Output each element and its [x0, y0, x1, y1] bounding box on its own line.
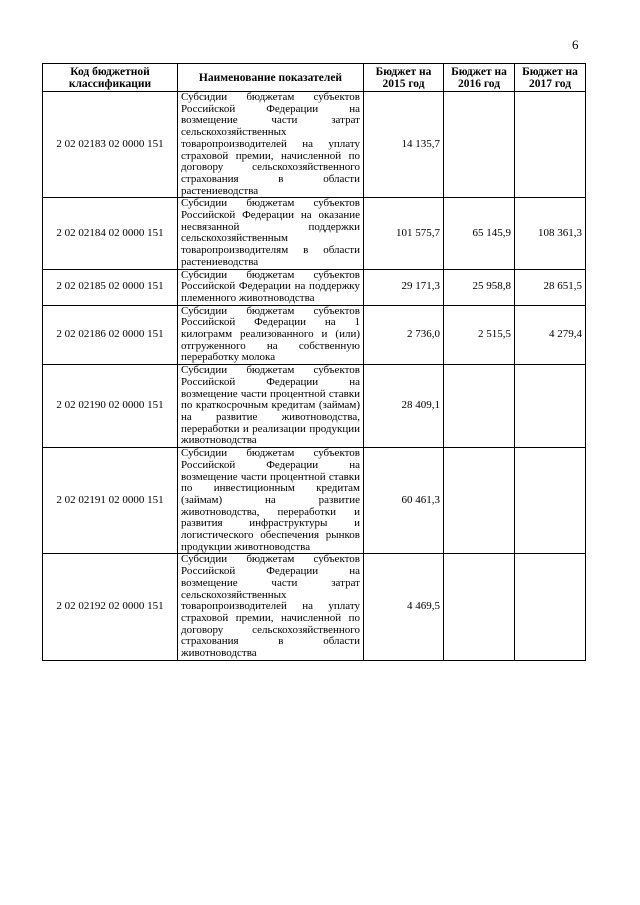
indicator-name-cell: Субсидии бюджетам субъектов Российской Федерации на поддержку племенного животноводства [178, 269, 364, 305]
table-row [43, 448, 586, 554]
header-name: Наименование показателей [178, 64, 364, 92]
indicator-name-cell: Субсидии бюджетам субъектов Российской Федерации на 1 килограмм реализованного и (или) отгруженного на собственную переработку молока [178, 305, 364, 365]
budget-2016-cell: 65 145,9 [444, 198, 515, 269]
table-row [43, 305, 586, 365]
header-budget-2017: Бюджет на 2017 год [515, 64, 586, 92]
budget-2015-cell: 28 409,1 [364, 365, 444, 448]
table-row [43, 554, 586, 660]
indicator-name-cell: Субсидии бюджетам субъектов Российской Федерации на возмещение части процентной ставки по инвестиционным кредитам (займам) на развитие животноводства, переработки и развития инфраструктуры и логистического обеспечения рынков продукции животноводства [178, 448, 364, 554]
indicator-name-cell: Субсидии бюджетам субъектов Российской Федерации на возмещение части затрат сельскохозяйственных товаропроизводителей на уплату страховой премии, начисленной по договору сельскохозяйственного страхования в области животноводства [178, 554, 364, 660]
budget-code-cell: 2 02 02186 02 0000 151 [43, 305, 178, 365]
indicator-name-cell: Субсидии бюджетам субъектов Российской Федерации на возмещение части процентной ставки по краткосрочным кредитам (займам) на развитие животноводства, переработки и реализации продукции животноводства [178, 365, 364, 448]
table-header-row [43, 64, 586, 92]
table-row [43, 92, 586, 198]
budget-2017-cell: 108 361,3 [515, 198, 586, 269]
budget-2015-cell: 29 171,3 [364, 269, 444, 305]
budget-2017-cell: 4 279,4 [515, 305, 586, 365]
table-row [43, 269, 586, 305]
budget-2016-cell [444, 365, 515, 448]
budget-2017-cell: 28 651,5 [515, 269, 586, 305]
budget-2017-cell [515, 554, 586, 660]
budget-2016-cell: 2 515,5 [444, 305, 515, 365]
budget-2017-cell [515, 448, 586, 554]
header-code: Код бюджетной классификации [43, 64, 178, 92]
table-row [43, 198, 586, 269]
budget-2016-cell [444, 448, 515, 554]
indicator-name-cell: Субсидии бюджетам субъектов Российской Федерации на оказание несвязанной поддержки сельскохозяйственным товаропроизводителям в области растениеводства [178, 198, 364, 269]
budget-code-cell: 2 02 02185 02 0000 151 [43, 269, 178, 305]
budget-2017-cell [515, 92, 586, 198]
indicator-name-cell: Субсидии бюджетам субъектов Российской Федерации на возмещение части затрат сельскохозяйственных товаропроизводителей на уплату страховой премии, начисленной по договору сельскохозяйственного страхования в области растениеводства [178, 92, 364, 198]
header-budget-2015: Бюджет на 2015 год [364, 64, 444, 92]
budget-table [42, 63, 586, 661]
budget-2016-cell [444, 92, 515, 198]
budget-code-cell: 2 02 02184 02 0000 151 [43, 198, 178, 269]
budget-2016-cell [444, 554, 515, 660]
budget-2016-cell: 25 958,8 [444, 269, 515, 305]
table-row [43, 365, 586, 448]
page-number: 6 [572, 37, 579, 52]
budget-2015-cell: 2 736,0 [364, 305, 444, 365]
budget-code-cell: 2 02 02192 02 0000 151 [43, 554, 178, 660]
budget-2015-cell: 101 575,7 [364, 198, 444, 269]
budget-code-cell: 2 02 02190 02 0000 151 [43, 365, 178, 448]
budget-2015-cell: 14 135,7 [364, 92, 444, 198]
header-budget-2016: Бюджет на 2016 год [444, 64, 515, 92]
budget-2015-cell: 4 469,5 [364, 554, 444, 660]
budget-code-cell: 2 02 02183 02 0000 151 [43, 92, 178, 198]
budget-code-cell: 2 02 02191 02 0000 151 [43, 448, 178, 554]
budget-2015-cell: 60 461,3 [364, 448, 444, 554]
budget-2017-cell [515, 365, 586, 448]
